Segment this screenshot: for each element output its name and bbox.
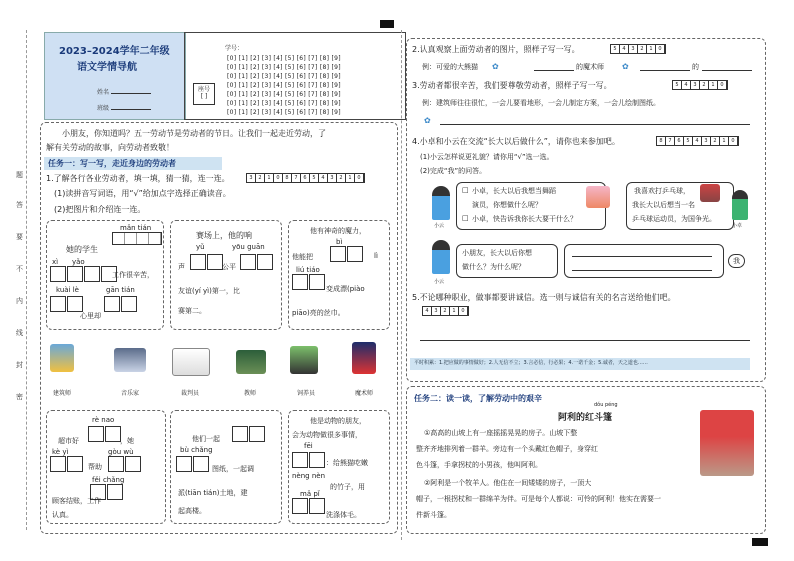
student-id-panel (184, 32, 406, 120)
card-text: 他们一起 (192, 435, 220, 443)
card-text: 图纸，一起调 (212, 465, 254, 473)
card-text: piāo)亮的丝巾。 (292, 309, 345, 317)
story-line: 帽子，一根拐杖和一群绵羊为伴。可是每个人都说：可怜的阿利！他实在需要一 (416, 495, 661, 503)
header-panel (44, 32, 186, 120)
card-text: 派(tiān tián)土地，建 (178, 489, 248, 497)
card-text: 起高楼。 (178, 507, 206, 515)
card-text: 认真。 (52, 511, 73, 519)
side-char: 答 (16, 201, 23, 209)
bubble-text: 乒乓球运动员，为国争光。 (632, 215, 716, 223)
q5-score-boxes[interactable] (422, 306, 469, 316)
score-cell[interactable]: 8 (283, 174, 292, 182)
id-digit-row[interactable]: [0] [1] [2] [3] [4] [5] [6] [7] [8] [9] (227, 55, 341, 62)
card-text: 的竹子，用 (330, 483, 365, 491)
caption: 裁判员 (180, 390, 199, 397)
hanzi-write-box[interactable] (104, 296, 138, 312)
side-char: 封 (16, 361, 23, 369)
score-cell[interactable]: 3 (629, 45, 638, 53)
hanzi-write-box[interactable] (292, 452, 326, 468)
card-text: 顾客结账，工作 (52, 497, 101, 505)
q1b-text: (2)把图片和介绍连一连。 (54, 205, 146, 214)
caption: 教师 (243, 390, 256, 397)
card-text: 他是动物的朋友， (310, 417, 366, 425)
hanzi-write-box[interactable] (292, 274, 326, 290)
score-cell[interactable]: 2 (638, 45, 647, 53)
q2-prompt-1: 的魔术师 (576, 63, 604, 71)
bubble-text: 我长大以后想当一名 (632, 201, 695, 209)
bubble-text: 小卓，长大以后我想当舞蹈 (472, 187, 556, 195)
pinyin: kuài lè (56, 286, 79, 294)
subject-title: 语文学情导航 (77, 62, 137, 73)
hanzi-write-box[interactable] (190, 254, 224, 270)
hanzi-write-box[interactable] (292, 498, 326, 514)
pinyin: mǎn tián (120, 224, 152, 232)
story-title: 阿利的红斗篷 (558, 413, 613, 423)
side-char: 线 (16, 329, 23, 337)
q4b-text: (2)完成“我”的问答。 (420, 167, 487, 175)
bubble-text: 做什么？为什么呢？ (462, 263, 525, 271)
score-cell[interactable]: 1 (720, 137, 729, 145)
shepherd-image (700, 410, 754, 476)
pinyin: liú tiáo (296, 266, 320, 274)
card-text: 心里却 (80, 312, 101, 320)
side-char: 内 (16, 297, 23, 305)
score-cell[interactable]: 7 (666, 137, 675, 145)
id-label: 学号： (225, 45, 244, 52)
q1a-text: (1)读拼音写词语，用“√”给加点字选择正确读音。 (54, 189, 231, 198)
score-cell[interactable]: 4 (319, 174, 328, 182)
score-cell[interactable]: 8 (657, 137, 666, 145)
side-char: 密 (16, 393, 23, 401)
answer-line-1[interactable] (572, 256, 712, 257)
pinyin: bù chǎng (180, 446, 213, 454)
q2-blank-3[interactable] (702, 70, 752, 71)
pinyin: yǔ (196, 243, 205, 251)
score-cell[interactable]: 3 (691, 81, 700, 89)
hanzi-write-box[interactable] (50, 456, 84, 472)
q3-score-boxes[interactable] (672, 80, 728, 90)
boy-xiaozhuo-figure (732, 190, 748, 220)
score-cell[interactable]: 2 (700, 81, 709, 89)
name-label: 姓名 (97, 89, 110, 96)
xiaoyun-label: 小云 (434, 279, 445, 285)
score-cell[interactable]: 3 (247, 174, 256, 182)
me-badge: 我 (728, 254, 745, 268)
pinyin-write-box[interactable] (112, 232, 162, 245)
pinyin: kè yì (52, 448, 69, 456)
score-cell[interactable]: 5 (611, 45, 620, 53)
task1-banner: 任务一：写一写，走近身边的劳动者 (44, 157, 222, 170)
answer-line-2[interactable] (572, 270, 712, 271)
card-text: 会为动物做很多事情， (292, 431, 362, 439)
score-cell[interactable]: 1 (346, 174, 355, 182)
score-cell[interactable]: 5 (673, 81, 682, 89)
score-cell[interactable]: 1 (265, 174, 274, 182)
hanzi-write-box[interactable] (88, 426, 122, 442)
pinyin: lì (374, 252, 378, 260)
side-char: 题 (16, 171, 23, 179)
caption: 饲养员 (296, 390, 315, 397)
id-digit-row[interactable]: [0] [1] [2] [3] [4] [5] [6] [7] [8] [9] (227, 64, 341, 71)
card-text: 工作很辛苦， (112, 271, 154, 279)
teacher-image[interactable] (236, 350, 266, 374)
xiaozhuo-label: 小卓 (732, 223, 743, 229)
alignment-mark (380, 20, 394, 28)
id-digit-row[interactable]: [0] [1] [2] [3] [4] [5] [6] [7] [8] [9] (227, 73, 341, 80)
pinyin: xì (52, 258, 59, 266)
pinyin: gòu wù (108, 448, 134, 456)
score-cell[interactable]: 0 (718, 81, 727, 89)
score-cell[interactable]: 3 (328, 174, 337, 182)
pinyin: rè nao (92, 416, 115, 424)
girl-xiaoyun-figure (432, 186, 450, 220)
pinyin: yōu guān (232, 243, 265, 251)
class-field[interactable] (111, 109, 151, 110)
q4-text: 4.小卓和小云在交流“长大以后做什么”，请你也来参加吧。 (412, 137, 620, 146)
girl-xiaoyun-figure-2 (432, 240, 450, 274)
referee-image[interactable] (172, 348, 210, 376)
pinyin: nèng nèn (292, 472, 326, 480)
hanzi-write-box[interactable] (108, 456, 142, 472)
q2-example: 例：可爱的大熊猫 (422, 63, 478, 71)
flower-icon: ✿ (492, 62, 499, 71)
caption: 音乐家 (120, 390, 139, 397)
story-line: ①高高的山坡上有一座摇摇晃晃的房子。山坡下整 (424, 429, 578, 437)
binding-line (26, 30, 27, 530)
xiaoyun-label: 小云 (434, 223, 445, 229)
q1-score-boxes[interactable] (246, 173, 365, 183)
hanzi-write-box[interactable] (232, 426, 266, 442)
card-text: 赛场上，他的响 (196, 231, 252, 240)
tip-note: 平时积累：1.把应做的事情做好；2.人无信不立；3.言必信，行必果；4.一诺千金；5.诚者，天之道也…… (410, 358, 750, 370)
pinyin: fěi chǎng (92, 476, 125, 484)
q4a-text: (1)小云怎样说更礼貌？请你用“√”选一选。 (420, 153, 554, 161)
my-answer-bubble[interactable] (564, 244, 724, 278)
score-cell[interactable]: 2 (441, 307, 450, 315)
score-cell[interactable]: 0 (656, 45, 665, 53)
id-digit-row[interactable]: [0] [1] [2] [3] [4] [5] [6] [7] [8] [9] (227, 100, 341, 107)
score-cell[interactable]: 5 (684, 137, 693, 145)
q1-text: 1.了解各行各业劳动者，填一填，猜一猜，连一连。 (46, 174, 230, 183)
seat-label: 座号 (197, 86, 210, 93)
card-text: 友谊(yí yì)第一，比 (178, 287, 240, 295)
hanzi-write-box[interactable] (240, 254, 274, 270)
pinyin: mǎ pǐ (300, 490, 320, 498)
q3-answer-line[interactable] (440, 124, 750, 125)
q4-score-boxes[interactable] (656, 136, 739, 146)
score-cell[interactable]: 2 (337, 174, 346, 182)
score-cell[interactable]: 1 (647, 45, 656, 53)
card-text: 超市好 (58, 437, 79, 445)
intro-line-1: 小朋友，你知道吗？五一劳动节是劳动者的节日。让我们一起走近劳动，了 (62, 129, 326, 138)
score-cell[interactable]: 4 (620, 45, 629, 53)
story-line: ②阿利是一个牧羊人。他住在一间矮矮的房子，一顶大 (424, 479, 592, 487)
q2-blank-2[interactable] (640, 70, 690, 71)
q5-answer-line[interactable] (420, 340, 750, 341)
id-digit-row[interactable]: [0] [1] [2] [3] [4] [5] [6] [7] [8] [9] (227, 82, 341, 89)
flower-icon: ✿ (424, 116, 431, 125)
task2-banner: 任务二：读一读，了解劳动中的艰辛 (410, 392, 586, 405)
score-cell[interactable]: 0 (274, 174, 283, 182)
bubble-text: 我喜欢打乒乓球， (634, 187, 690, 195)
name-field[interactable] (111, 93, 151, 94)
bubble-text: 小朋友，长大以后你想 (462, 249, 532, 257)
bubble-text: 小卓，快告诉我你长大要干什么？ (472, 215, 577, 223)
checkbox-option-2[interactable]: □ (462, 214, 469, 222)
hanzi-write-box[interactable] (50, 266, 118, 282)
q2-score-boxes[interactable] (610, 44, 666, 54)
score-cell[interactable]: 4 (682, 81, 691, 89)
q3-text: 3.劳动者都很辛苦，我们要尊敬劳动者，照样子写一写。 (412, 81, 612, 90)
caption: 建筑师 (52, 390, 71, 397)
musician-image[interactable] (114, 348, 146, 372)
story-line: 色斗篷，手拿拐杖的小男孩，他叫阿利。 (416, 461, 542, 469)
story-line: 整齐齐地排列着一群羊。旁边有一个头戴红色帽子，身穿红 (416, 445, 598, 453)
card-text: 变成漂(piào (326, 285, 365, 293)
score-cell[interactable]: 1 (450, 307, 459, 315)
dancer-image (586, 186, 610, 208)
bubble-text: 演员，你想做什么呢？ (472, 201, 542, 209)
pinyin: bì (336, 238, 343, 246)
pinyin: fēi (304, 442, 313, 450)
card-text: ，她 (120, 437, 134, 445)
side-char: 不 (16, 265, 23, 273)
card-text: 赛第二。 (178, 307, 206, 315)
q2-blank-1[interactable] (534, 70, 574, 71)
q3-example: 例：建筑师往往很忙，一会儿要看地形，一会儿制定方案，一会儿绘制图纸。 (422, 99, 660, 107)
class-label: 班级 (97, 105, 110, 112)
card-text: 她的学生 (66, 245, 98, 254)
score-cell[interactable]: 6 (301, 174, 310, 182)
seat-number: [ ] (200, 93, 208, 100)
score-cell[interactable]: 0 (729, 137, 738, 145)
checkbox-option-1[interactable]: □ (462, 186, 469, 194)
hanzi-write-box[interactable] (330, 246, 364, 262)
q2-prompt-2: 的 (692, 63, 699, 71)
card-text: 他能把 (292, 253, 313, 261)
hanzi-write-box[interactable] (50, 296, 84, 312)
score-cell[interactable]: 3 (432, 307, 441, 315)
card-text: 洗涤体毛。 (326, 511, 361, 519)
q5-text: 5.不论哪种职业，做事都要讲诚信。选一则与诚信有关的名言送给他们吧。 (412, 293, 676, 302)
score-cell[interactable]: 4 (423, 307, 432, 315)
card-text: 帮助 (88, 463, 102, 471)
side-char: 要 (16, 233, 23, 241)
score-cell[interactable]: 0 (459, 307, 468, 315)
score-cell[interactable]: 5 (310, 174, 319, 182)
pinyin: gān tián (106, 286, 135, 294)
zookeeper-image[interactable] (290, 346, 318, 374)
story-line: 件新斗篷。 (416, 511, 451, 519)
score-cell[interactable]: 7 (292, 174, 301, 182)
score-cell[interactable]: 2 (256, 174, 265, 182)
seat-box (193, 83, 215, 105)
alignment-mark (752, 538, 768, 546)
score-cell[interactable]: 4 (693, 137, 702, 145)
intro-line-2: 解有关劳动的故事，向劳动者致敬！ (46, 143, 174, 152)
card-text: 公平 (222, 263, 236, 271)
q2-text: 2.认真观察上面劳动者的图片，照样子写一写。 (412, 45, 580, 54)
id-digit-row[interactable]: [0] [1] [2] [3] [4] [5] [6] [7] [8] [9] (227, 109, 341, 116)
page-divider (401, 30, 402, 540)
score-cell[interactable]: 0 (355, 174, 364, 182)
architect-image[interactable] (50, 344, 74, 372)
year-title: 2023–2024学年二年级 (59, 46, 170, 57)
pingpong-image (700, 184, 720, 202)
id-digit-row[interactable]: [0] [1] [2] [3] [4] [5] [6] [7] [8] [9] (227, 91, 341, 98)
card-text: ：给熊猫吃嫩 (326, 459, 368, 467)
card-text: 他有神奇的魔力， (310, 227, 366, 235)
card-text: 声 (178, 263, 185, 271)
caption: 魔术师 (354, 390, 373, 397)
score-cell[interactable]: 3 (702, 137, 711, 145)
story-title-pinyin: dǒu péng (594, 402, 618, 408)
pinyin: yǎo (72, 258, 85, 266)
score-cell[interactable]: 2 (711, 137, 720, 145)
hanzi-write-box[interactable] (176, 456, 210, 472)
score-cell[interactable]: 6 (675, 137, 684, 145)
magician-image[interactable] (352, 342, 376, 374)
flower-icon: ✿ (622, 62, 629, 71)
score-cell[interactable]: 1 (709, 81, 718, 89)
